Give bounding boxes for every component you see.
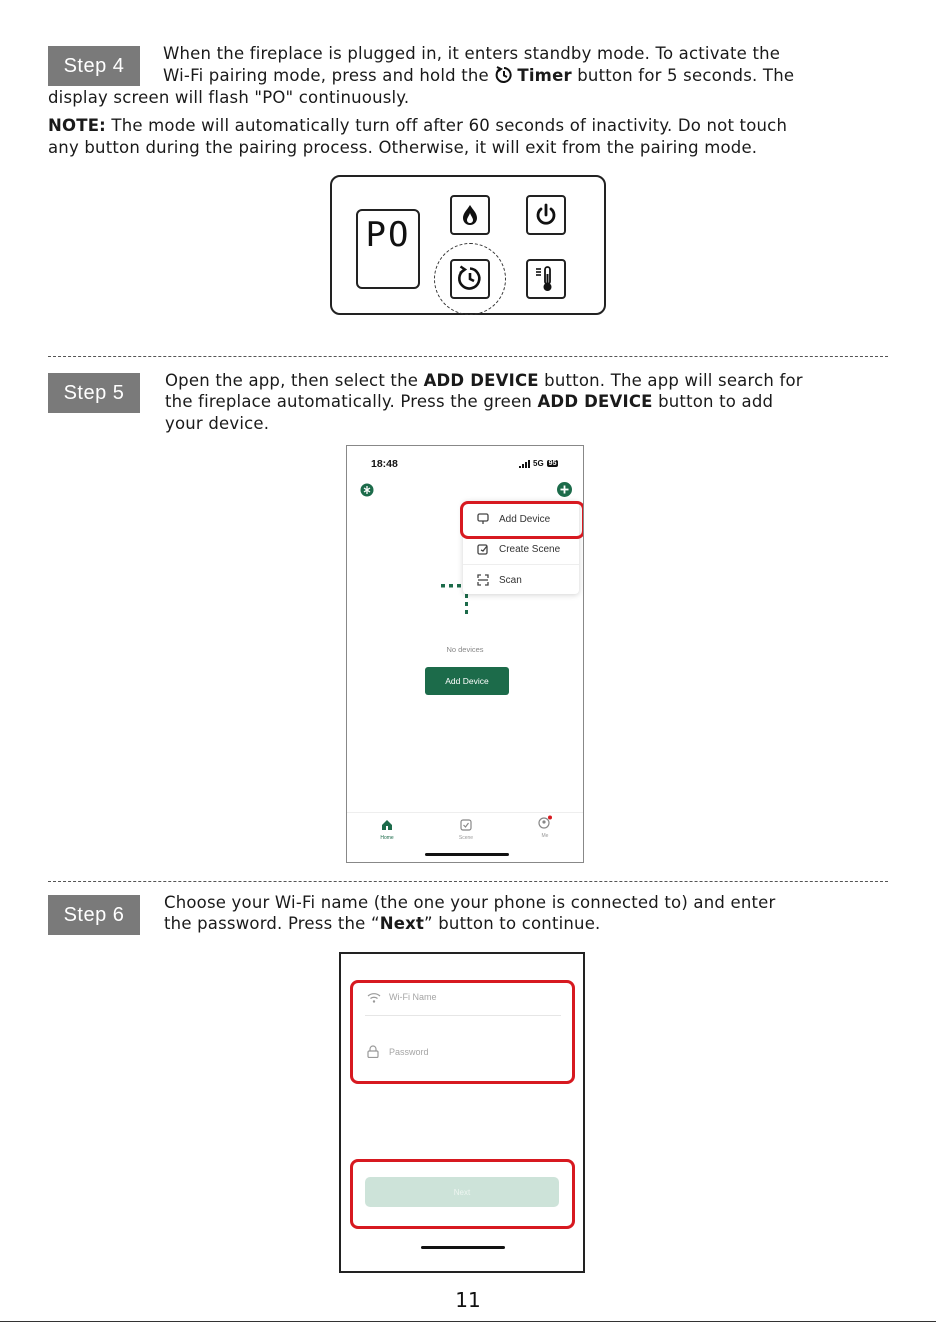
wifi-setup-screenshot bbox=[339, 952, 585, 1273]
menu-item-scan[interactable]: Scan bbox=[463, 564, 579, 595]
timer-word: Timer bbox=[517, 66, 572, 85]
step-6-badge: Step 6 bbox=[48, 895, 140, 935]
status-bar-right bbox=[519, 459, 558, 468]
power-icon bbox=[533, 202, 559, 228]
add-device-highlight bbox=[460, 501, 584, 539]
lcd-display-text: PO bbox=[365, 215, 411, 255]
timer-button bbox=[450, 259, 490, 299]
next-button[interactable]: Next bbox=[365, 1177, 559, 1207]
bottom-rule bbox=[0, 1321, 936, 1322]
next-button-highlight bbox=[350, 1159, 575, 1229]
tab-bar-divider bbox=[347, 812, 583, 813]
status-time: 18:48 bbox=[371, 458, 398, 470]
app-logo-icon bbox=[360, 483, 374, 497]
temperature-button bbox=[526, 259, 566, 299]
page-number: 11 bbox=[455, 1288, 481, 1312]
timer-icon bbox=[456, 265, 484, 293]
menu-item-create-scene[interactable]: Create Scene bbox=[463, 534, 579, 564]
step-5-badge: Step 5 bbox=[48, 373, 140, 413]
section-divider bbox=[48, 356, 888, 357]
home-indicator bbox=[421, 1246, 505, 1249]
menu-item-add-device[interactable]: Add Device bbox=[463, 504, 579, 534]
timer-icon bbox=[494, 66, 514, 84]
power-button bbox=[526, 195, 566, 235]
signal-icon bbox=[519, 460, 530, 468]
step-4-line-2: Wi-Fi pairing mode, press and hold the Timer button for 5 seconds. The bbox=[163, 66, 795, 85]
flame-button bbox=[450, 195, 490, 235]
home-indicator bbox=[425, 853, 509, 856]
create-scene-icon bbox=[477, 543, 489, 555]
step-6-line-2: the password. Press the “Next” button to continue. bbox=[164, 914, 601, 933]
tab-scene[interactable]: Scene bbox=[451, 816, 481, 841]
note-label: NOTE: bbox=[48, 116, 106, 135]
section-divider bbox=[48, 881, 888, 882]
profile-icon bbox=[537, 815, 553, 829]
app-home-screenshot bbox=[346, 445, 584, 863]
step-4-line-3: display screen will flash "PO" continuously. bbox=[48, 88, 410, 107]
lcd-display bbox=[356, 209, 420, 289]
step-5-line-1: Open the app, then select the ADD DEVICE button. The app will search for bbox=[165, 371, 803, 390]
add-plus-icon[interactable] bbox=[557, 482, 572, 497]
step-6-line-1: Choose your Wi-Fi name (the one your phone is connected to) and enter bbox=[164, 893, 776, 912]
no-devices-text: No devices bbox=[446, 645, 484, 654]
control-panel-illustration bbox=[330, 175, 606, 315]
scene-icon bbox=[460, 819, 472, 831]
network-label: 5G bbox=[533, 459, 544, 468]
tab-home[interactable]: Home bbox=[372, 816, 402, 841]
step-5-line-3: your device. bbox=[165, 414, 270, 433]
thermometer-icon bbox=[533, 264, 559, 294]
step-4-note-line-2: any button during the pairing process. Otherwise, it will exit from the pairing mode. bbox=[48, 138, 758, 157]
battery-indicator: 95 bbox=[548, 460, 557, 467]
wifi-fields-highlight bbox=[350, 980, 575, 1084]
add-device-button[interactable]: Add Device bbox=[425, 667, 509, 695]
wifi-name-input[interactable]: Wi-Fi Name bbox=[389, 992, 437, 1002]
home-icon bbox=[381, 819, 393, 831]
step-4-note-line-1: NOTE: The mode will automatically turn off after 60 seconds of inactivity. Do not touch bbox=[48, 116, 788, 135]
password-input[interactable]: Password bbox=[389, 1047, 429, 1057]
scan-icon bbox=[477, 574, 489, 586]
flame-icon bbox=[457, 202, 483, 228]
step-4-line-1: When the fireplace is plugged in, it enters standby mode. To activate the bbox=[163, 44, 781, 63]
tab-me[interactable]: Me bbox=[530, 814, 560, 839]
step-4-badge: Step 4 bbox=[48, 46, 140, 86]
step-5-line-2: the fireplace automatically. Press the green ADD DEVICE button to add bbox=[165, 392, 774, 411]
